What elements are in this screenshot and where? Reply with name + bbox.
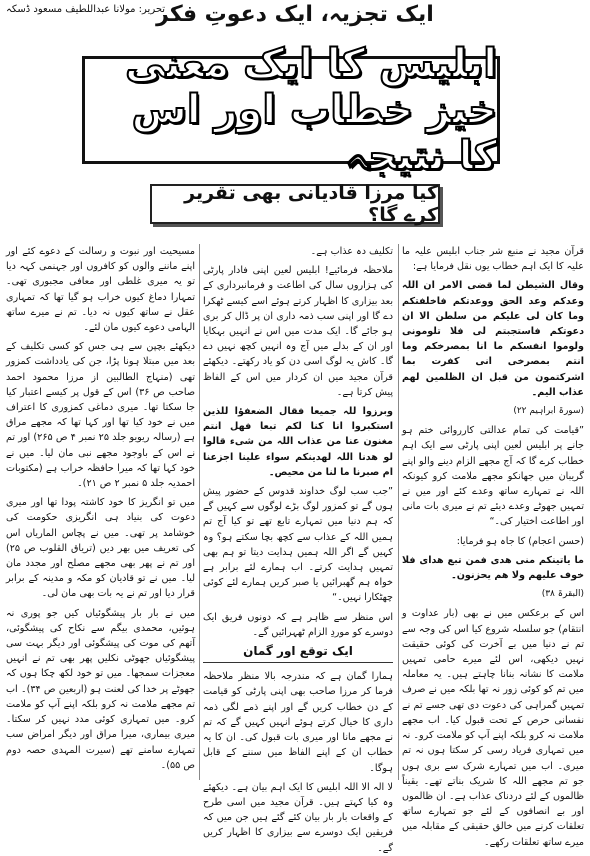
- section-heading: ایک توقع اور گمان: [203, 644, 393, 663]
- arabic-verse: وبرزوا للہ جمیعا فقال الضعفؤا للذین استکبروا انا کنا لکم تبعا فھل انتم مغنون عنا من عذاب اللہ من شیء قالوا لو ھدنا اللہ لھدینکم سواء علینا اجزعنا ام صبرنا ما لنا من محیص۔: [203, 406, 393, 478]
- title-banner: [82, 41, 500, 179]
- paragraph: دیکھئے بچپن سے ہی جس کو کسی تکلیف کے بعد میں مبتلا ہونا پڑا، جن کی یادداشت کمزور تھی (منہاج الطالبین از مرزا محمود احمد صاحب ص ۳۶) اس کے قول پر کیسے اعتبار کیا جا سکتا تھا۔ میری دماغی کمزوری کا اعتراف میں نے خود کیا تھا اور کہا تھا کہ مجھے مراق ہے (رسالہ ریویو جلد ۲۵ نمبر ۴ ص ۲۶۵) اور تم نے اس کے باوجود مجھے نبی مان لیا۔ میں نے خود کہا تھا کہ میرا حافظہ خراب ہے (مکتوبات احمدیہ جلد ۵ نمبر ۲ ص ۲۱)۔: [6, 341, 195, 490]
- column-left: [6, 244, 195, 780]
- column-middle: [203, 244, 393, 854]
- page-title: ابلیس کا ایک معنی خیز خطاب اور اس کا نتیجہ: [125, 41, 497, 179]
- byline: تحریر: مولانا عبداللطیف مسعود ڈسکہ: [6, 4, 166, 15]
- verse-reference: (سورۃ ابراہیم ۲۲): [513, 406, 584, 417]
- paragraph: ”جب سب لوگ خداوند قدوس کے حضور پیش ہوں گے تو کمزور لوگ بڑے لوگوں سے کہیں گے کہ ہم دنیا میں تمہارے تابع تھے تو کیا آج تم ہمیں اللہ کے عذاب سے کچھ بچا سکتے ہو؟ وہ کہیں گے اگر اللہ ہمیں ہدایت دیتا تو ہم بھی تمہیں ہدایت کرتے۔ اب ہمارے لئے برابر ہے خواہ ہم گھبرائیں یا صبر کریں ہمارے لئے کوئی چھٹکارا نہیں۔“: [203, 486, 393, 604]
- verse-reference: (البقرۃ ۳۸): [541, 589, 584, 600]
- paragraph: لا الہ الا اللہ ابلیس کا ایک اہم بیان ہے۔ دیکھئے وہ کیا کہتے ہیں۔ قرآن مجید میں اسی طرح کے واقعات بار بار بیان کئے گئے ہیں جن میں کہ فریقین ایک دوسرے سے بیزاری کا اظہار کریں گے۔: [203, 781, 393, 854]
- paragraph: میں تو انگریز کا خود کاشتہ پودا تھا اور میری دعوت کی بنیاد ہی انگریزی حکومت کی خوشامد پر تھی۔ میں نے پچاس الماریاں اس کی تعریف میں بھر دیں (تریاق القلوب ص ۲۵) اور تم نے پھر بھی مجھے مصلح اور مجدد مان لیا۔ میں نے تو قادیان کو مکہ و مدینہ کے برابر قرار دیا اور تم نے یہ بات بھی مان لی۔: [6, 497, 195, 600]
- paragraph: مسیحیت اور نبوت و رسالت کے دعوے کئے اور اپنے ماننے والوں کو کافروں اور جہنمی کہہ دیا تو یہ میری غلطی اور معافی مجبوری تھی۔ تمہارا دماغ کیوں خراب ہو گیا تھا کہ تمہاری عقل نے ساتھ کیوں نہ دیا۔ تم نے میرے ساتھ الہامی دعوے کیوں مان لئے۔: [6, 246, 195, 334]
- paragraph: (حسن اعجام) کا جاہ ہو فرمایا:: [456, 535, 584, 547]
- arabic-verse: ما یاتینکم منی ھدی فمن تبع ھدای فلا خوف علیھم ولا ھم یحزنون۔: [402, 554, 584, 582]
- question-box: کیا مرزا قادیانی بھی تقریر کرے گا؟: [150, 184, 440, 224]
- subhead: ایک تجزیہ، ایک دعوتِ فکر: [156, 2, 434, 27]
- paragraph: ملاحظہ فرمائیے! ابلیس لعین اپنی فادار پارٹی کی ہزاروں سال کی اطاعت و فرمانبرداری کے بعد بیزاری کا اظہار کرتے ہوئے اسے کیسے ٹھکرا دے گا اور اپنی سب ذمہ داری ان پر ڈال کر بری ہو جائے گا۔ ایک مدت میں اس نے انہیں بہکایا اور ان کے بدلے میں آج وہ انہیں کچھ نہیں دے گا۔ کاش یہ لوگ اسی دن کو یاد رکھتے۔ دیکھئے قرآن مجید میں ان کردار میں اس کے الفاظ پیش کرتا ہے۔: [203, 265, 393, 398]
- column-right: [402, 244, 584, 848]
- paragraph: قرآن مجید نے منبع شر جناب ابلیس علیہ ما علیہ کا ایک اہم خطاب یوں نقل فرمایا ہے:: [402, 246, 584, 273]
- paragraph: ”قیامت کی تمام عدالتی کارروائی ختم ہو جانے پر ابلیس لعین اپنی پارٹی سے ایک اہم خطاب کرے گا کہ آج مجھے الزام دینے والو اپنے گریبان میں جھانکو مجھے ملامت کرو کیونکہ اللہ نے تمہارے ساتھ وعدے کئے اور میں نے تمہیں جھوٹے وعدے دیئے تم نے میری بات مانی اور اطاعت اختیار کی۔“: [402, 425, 584, 528]
- arabic-verse: وقال الشیطن لما قضی الامر ان اللہ وعدکم وعد الحق ووعدتکم فاخلفتکم وما کان لی علیکم من سلطن الا ان دعوتکم فاستجبتم لی فلا تلومونی ولوموا انفسکم ما انا بمصرخکم وما انتم بمصرخی انی کفرت بما اشرکتمون من قبل ان الظلمین لھم عذاب الیم۔: [402, 280, 584, 398]
- column-divider: [398, 244, 399, 780]
- paragraph: میں نے بار بار پیشگوئیاں کیں جو پوری نہ ہوئیں، محمدی بیگم سے نکاح کی پیشگوئی، آتھم کی موت کی پیشگوئی اور دیگر بہت سی پیشگوئیاں جھوٹی نکلیں پھر بھی تم نے انہیں معجزات سمجھا۔ میں تو خود لکھ چکا ہوں کہ جھوٹے پر خدا کی لعنت ہو (اربعین ص ۳۴)۔ اب تم مجھے ملامت نہ کرو بلکہ اپنے آپ کو ملامت کرو۔ میں تمہاری کوئی مدد نہیں کر سکتا۔ میری بیماری، میرا مراق اور دیگر امراض سب تمہارے سامنے تھے (سیرت المہدی حصہ دوم ص ۵۵)۔: [6, 607, 195, 771]
- paragraph: ہمارا گمان ہے کہ مندرجہ بالا منظر ملاحظہ فرما کر مرزا صاحب بھی اپنی پارٹی کو قیامت کے دن خطاب کریں گے اور اپنے ذمے لگی ذمہ داری کا خیال کرتے ہوئے انہیں کہیں گے کہ تم نے مجھے مانا اور میری بات قبول کی۔ ان کا یہ خطاب ان کے اپنے الفاظ میں سننے کے قابل ہوگا۔: [203, 671, 393, 774]
- paragraph: اس کے برعکس میں نے بھی (بار عداوت و انتقام) جو سلسلہ شروع کیا اس کی وجہ سے تم نے دنیا میں بے آخرت کی کوئی حقیقت نہیں دیکھی، اس لئے میرے حامی تمہیں ملامت کا نشانہ بنانا چاہتے ہیں۔ یہ معاملہ میں تم کو کوئی زور نہ تھا بلکہ میں نے صرف تمہیں گمراہی کی دعوت دی تھی جسے تم نے نفسانی حرص کے تحت قبول کیا۔ اب مجھے ملامت نہ کرو بلکہ اپنے آپ کو ملامت کرو۔ نہ میں تمہاری فریاد رسی کر سکتا ہوں نہ تم میری۔ اب میں تمہارے شرک سے بری ہوں جو تم مجھے اللہ کا شریک بناتے تھے۔ یقیناً ظالموں کے لئے دردناک عذاب ہے۔ ان ظالموں اور بے انصافوں کے لئے جو تمہارے ساتھ تعلقات کرنے میں خالق حقیقی کے مقابلہ میں میرے ساتھ تعلقات رکھے۔: [402, 608, 584, 848]
- paragraph: اس منظر سے ظاہر ہے کہ دونوں فریق ایک دوسرے کو موردِ الزام ٹھہرائیں گے۔: [203, 611, 393, 638]
- paragraph: تکلیف دہ عذاب ہے۔: [310, 246, 393, 257]
- column-divider: [199, 244, 200, 780]
